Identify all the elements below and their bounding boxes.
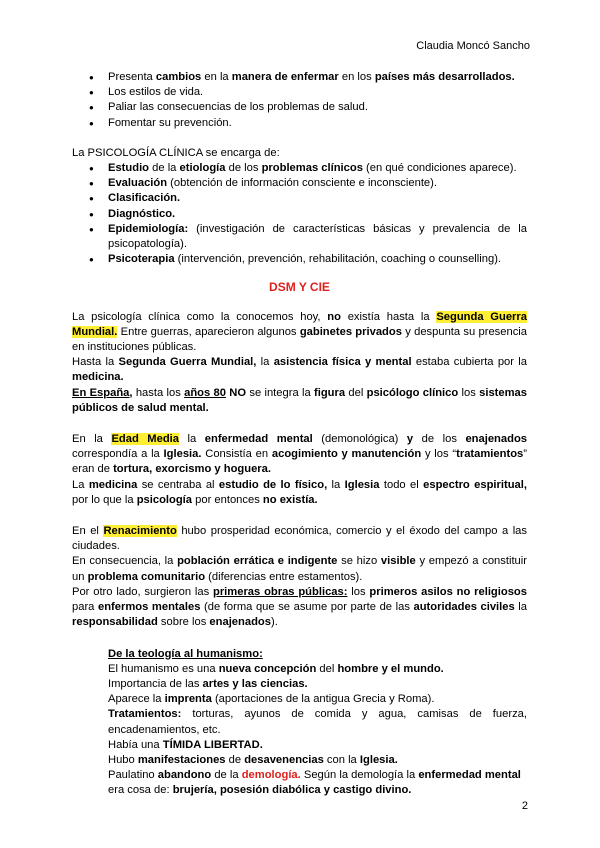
humanismo-line: Hubo manifestaciones de desavenencias con la Iglesia. [108,753,398,766]
list-item: ● Diagnóstico. [108,207,527,222]
list-item: ● Psicoterapia (intervención, prevención, rehabilitación, coaching o counselling). [108,252,527,267]
list-item: ● Clasificación. [108,191,527,206]
page-number: 2 [521,800,528,812]
page-content [72,70,527,799]
list-item: ● Presenta cambios en la manera de enfermar en los países más desarrollados. [108,70,527,85]
paragraph: En el Renacimiento hubo prosperidad económica, comercio y el éxodo del campo a las ciudades. [72,525,527,553]
humanismo-line: Aparece la imprenta (aportaciones de la antigua Grecia y Roma). [108,693,435,706]
list-item: ● Los estilos de vida. [108,85,527,100]
paragraph: En la Edad Media la enfermedad mental (demonológica) y de los enajenados correspondía a la Iglesia. Consistía en acogimiento y manutención y los “tratamientos” eran de tortura, exorcismo y hoguera. [72,433,528,476]
list-item: ● Fomentar su prevención. [108,116,527,131]
section-title: DSM Y CIE [269,280,330,295]
paragraph: En consecuencia, la población errática e indigente se hizo visible y empezó a constituir un problema comunitario (diferencias entre estamentos). [72,555,527,583]
humanismo-line: Había una TÍMIDA LIBERTAD. [108,738,263,751]
author-name: Claudia Moncó Sancho [416,40,530,52]
humanismo-section [72,647,527,799]
paragraph: Por otro lado, surgieron las primeras obras públicas: los primeros asilos no religiosos para enfermos mentales (de forma que se asume por parte de las autoridades civiles la responsabilidad sobre los enajenados). [72,585,528,629]
paragraph: En España, hasta los años 80 NO se integra la figura del psicólogo clínico los sistemas públicos de salud mental. [72,386,528,414]
bullet-list-psicologia [72,161,527,267]
bullet-list-intro [72,70,527,131]
humanismo-line: El humanismo es una nueva concepción del hombre y el mundo. [108,662,444,675]
humanismo-line: Tratamientos: torturas, ayunos de comida y agua, camisas de fuerza, encadenamientos, etc. [108,708,527,736]
list-item: ● Paliar las consecuencias de los problemas de salud. [108,100,527,115]
list-item: ● Estudio de la etiología de los problemas clínicos (en qué condiciones aparece). [108,161,527,176]
paragraph: La psicología clínica como la conocemos hoy, no existía hasta la Segunda Guerra Mundial. Entre guerras, aparecieron algunos gabinetes privados y despunta su presencia en instituciones públicas. [72,310,528,354]
paragraph: Hasta la Segunda Guerra Mundial, la asistencia física y mental estaba cubierta por la medicina. [72,356,527,384]
list-item: ● Epidemiología: (investigación de características básicas y prevalencia de la psicopatología). [108,222,527,252]
humanismo-line: Paulatino abandono de la demología. Según la demología la enfermedad mental era cosa de: brujería, posesión diabólica y castigo divino. [108,769,521,797]
humanismo-heading: De la teología al humanismo: [108,647,263,660]
psicologia-intro: La PSICOLOGÍA CLÍNICA se encarga de: [72,146,280,159]
list-item: ● Evaluación (obtención de información consciente e inconsciente). [108,176,527,191]
humanismo-line: Importancia de las artes y las ciencias. [108,677,308,690]
paragraph: La medicina se centraba al estudio de lo físico, la Iglesia todo el espectro espiritual, por lo que la psicología por entonces no existía. [72,478,527,506]
